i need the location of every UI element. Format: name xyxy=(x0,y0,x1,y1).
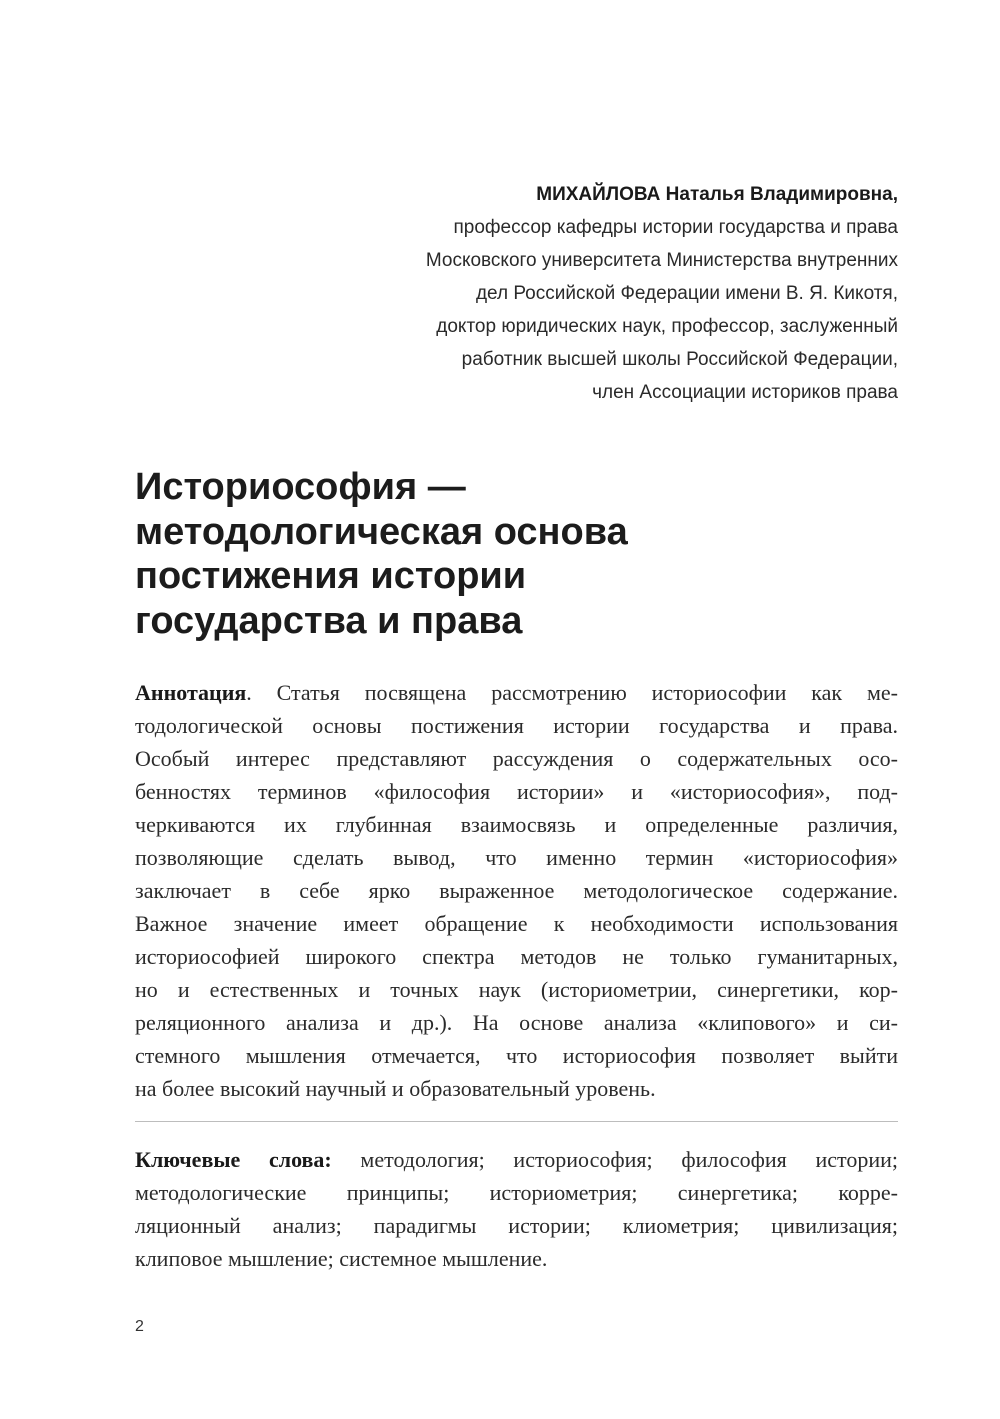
keywords-line xyxy=(135,1143,898,1176)
author-affiliation-line: Московского университета Министерства внутренних xyxy=(425,250,898,271)
abstract-line: историософией широкого спектра методов не только гуманитарных, xyxy=(135,944,898,969)
keywords xyxy=(135,1143,898,1275)
title-line: Историософия — xyxy=(135,466,466,508)
author-affiliation-line: профессор кафедры истории государства и права xyxy=(453,217,898,238)
keywords-line: методологические принципы; историометрия; синергетика; корре- xyxy=(135,1180,898,1205)
title-line: государства и права xyxy=(135,599,523,642)
title-line: постижения истории xyxy=(135,555,527,597)
abstract-label: Аннотация xyxy=(135,680,247,705)
author-affiliation-line: дел Российской Федерации имени В. Я. Кикотя, xyxy=(475,283,898,304)
author-name: МИХАЙЛОВА Наталья Владимировна, xyxy=(536,184,898,205)
abstract-line xyxy=(135,676,898,709)
author-affiliation-line: работник высшей школы Российской Федерации, xyxy=(461,349,898,370)
article-title xyxy=(135,465,628,643)
abstract-line: бенностях терминов «философия истории» и «историософия», под- xyxy=(135,779,898,804)
keywords-text: методология; историософия; философия истории; xyxy=(331,1147,899,1172)
abstract-line: позволяющие сделать вывод, что именно термин «историософия» xyxy=(135,845,898,870)
abstract-line: тодологической основы постижения истории государства и права. xyxy=(135,713,898,738)
abstract-line: реляционного анализа и др.). На основе анализа «клипового» и си- xyxy=(135,1010,898,1035)
abstract-line: стемного мышления отмечается, что историософия позволяет выйти xyxy=(135,1043,898,1068)
author-block xyxy=(426,178,898,409)
abstract-line: черкиваются их глубинная взаимосвязь и определенные различия, xyxy=(135,812,898,837)
page-number: 2 xyxy=(135,1318,144,1335)
keywords-line: клиповое мышление; системное мышление. xyxy=(135,1246,548,1271)
title-line: методологическая основа xyxy=(135,510,628,553)
section-divider xyxy=(135,1121,898,1122)
abstract-line: Важное значение имеет обращение к необходимости использования xyxy=(135,911,898,936)
author-affiliation-line: член Ассоциации историков права xyxy=(592,382,898,403)
keywords-label: Ключевые слова: xyxy=(135,1147,332,1172)
abstract-text: . Статья посвящена рассмотрению историософии как ме- xyxy=(246,680,898,705)
abstract-line: Особый интерес представляют рассуждения о содержательных осо- xyxy=(135,746,898,771)
abstract-line: на более высокий научный и образовательный уровень. xyxy=(135,1076,656,1101)
keywords-line: ляционный анализ; парадигмы истории; клиометрия; цивилизация; xyxy=(135,1213,898,1238)
abstract-line: заключает в себе ярко выраженное методологическое содержание. xyxy=(135,878,898,903)
abstract xyxy=(135,676,898,1105)
abstract-line: но и естественных и точных наук (историометрии, синергетики, кор- xyxy=(135,977,898,1002)
author-affiliation-line: доктор юридических наук, профессор, заслуженный xyxy=(436,316,898,337)
